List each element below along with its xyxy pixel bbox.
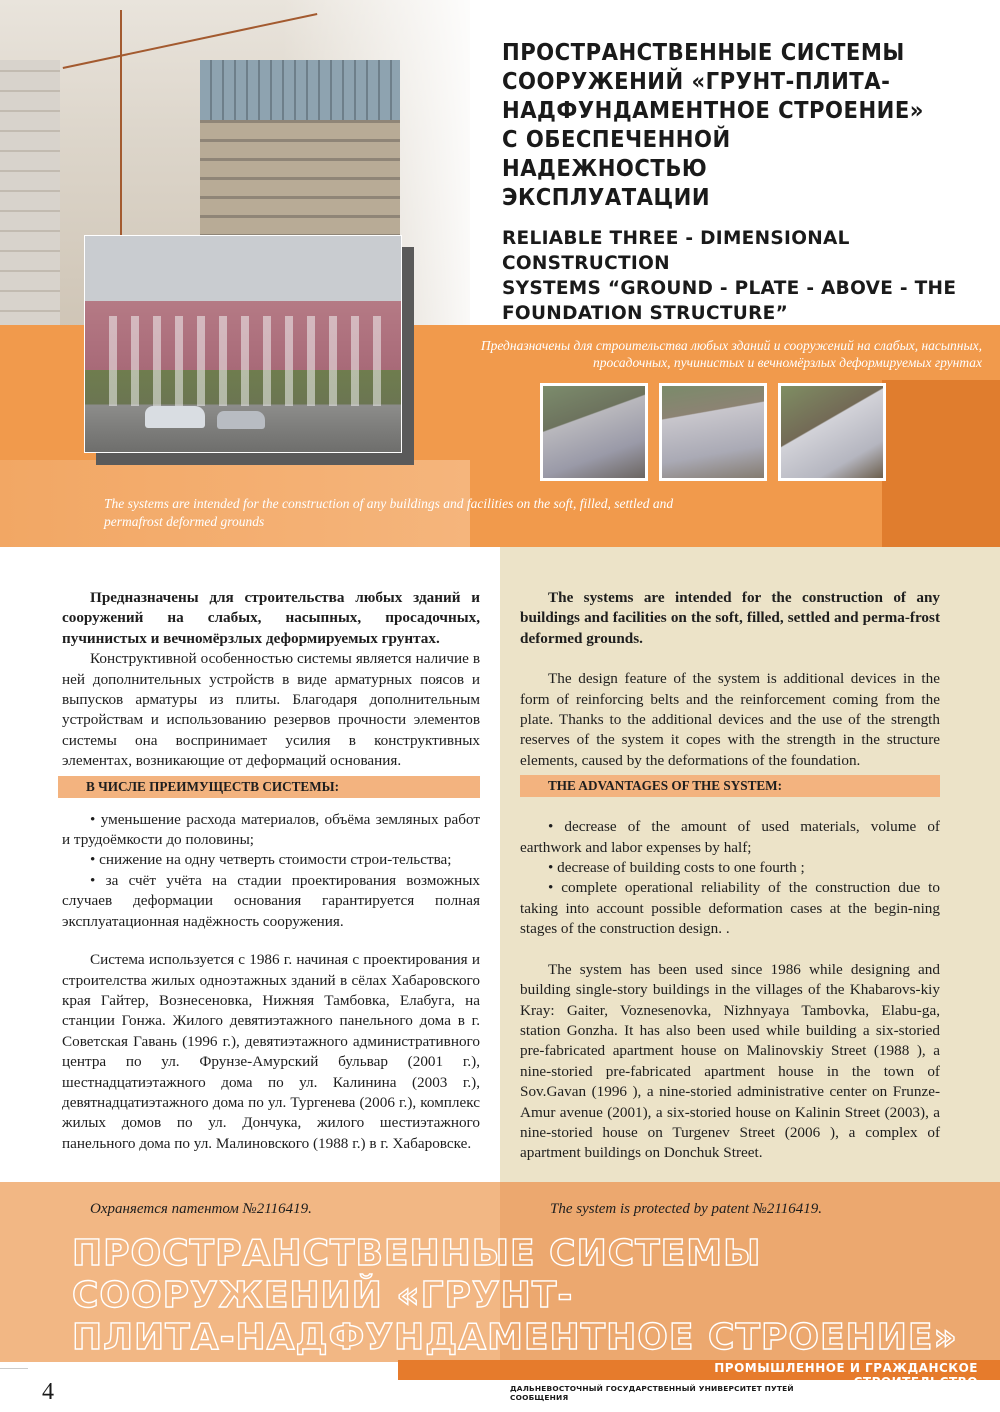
page-title-ru: ПРОСТРАНСТВЕННЫЕ СИСТЕМЫ СООРУЖЕНИЙ «ГРУНТ-ПЛИТА- НАДФУНДАМЕНТНОЕ СТРОЕНИЕ» С ОБЕСПЕЧЕННОЙ НАДЕЖНОСТЬЮ ЭКСПЛУАТАЦИИ — [502, 38, 924, 211]
advantages-heading-ru: В ЧИСЛЕ ПРЕИМУЩЕСТВ СИСТЕМЫ: — [58, 776, 480, 798]
foundation-photo-3 — [778, 383, 886, 481]
english-column — [520, 588, 940, 1164]
paragraph-en-2: The system has been used since 1986 while designing and building single-story buildings in the villages of the Khabarovs-kiy Kray: Gaiter, Voznesenovka, Nizhnyaya Tambovka, Elabu-ga, station Gonzha. It has also been used while building a six-storied pre-fabricated apartment house on Malinovskiy Street (1988 ), a nine-storied pre-fabricated apartment house in the town of Sov.Gavan (1996 ), a nine-storied administrative center on Frunze- Amur avenue (2001), a six-storied house on Kalinin Street (2003), a nine-storied house on Turgenev Street (2006 ), a complex of apartment buildings on Donchuk Street. — [520, 960, 940, 1162]
page-number: 4 — [42, 1379, 54, 1405]
bullet-en-3: • complete operational reliability of the construction due to taking into account possible deformation cases at the begin-ning stages of the construction design. . — [520, 879, 940, 938]
paragraph-ru-2: Система используется с 1986 г. начиная с проектирования и строителства жилых одноэтажных зданий в сёлах Хабаровского края Гайтер, Вознесеновка, Нижняя Тамбовка, Елабуга, на станции Гонжа. Жилого девятиэтажного панельного дома в г. Советская Гавань (1996 г.), девятиэтажного административного центра по ул. Фрунзе-Амурский бульвар (2001 г.), шестнадцатиэтажного дома по ул. Калинина (2003 г.), девятнадцатиэтажного дома по ул. Тургенева (2006 г.), комплекс жилых домов по ул. Дончука, жилого шестиэтажного панельного дома по ул. Малиновского (1988 г.) в г. Хабаровске. — [62, 951, 480, 1152]
lead-paragraph-ru: Предназначены для строительства любых зданий и сооружений на слабых, насыпных, просадочных, пучинистых и вечномёрзлых деформируемых грунтах. — [62, 589, 480, 647]
outlined-title: ПРОСТРАНСТВЕННЫЕ СИСТЕМЫ СООРУЖЕНИЙ «ГРУНТ- ПЛИТА-НАДФУНДАМЕНТНОЕ СТРОЕНИЕ» — [72, 1233, 958, 1358]
page-title-en: RELIABLE THREE - DIMENSIONAL CONSTRUCTION SYSTEMS “GROUND - PLATE - ABOVE - THE FOUNDATION STRUCTURE” — [502, 228, 957, 324]
bullet-ru-3: • за счёт учёта на стадии проектирования возможных случаев деформации основания гарантируется полная эксплуатационная надёжность сооружения. — [62, 871, 480, 930]
paragraph-ru-1: Конструктивной особенностью системы является наличие в ней дополнительных устройств в виде арматурных поясов и выпусков арматуры из плиты. Благодаря дополнительным устройствам и использованию резервов прочности элементов системы она воспринимает усилия в конструктивных элементах, возникающие от деформаций основания. — [62, 650, 480, 770]
lead-paragraph-en: The systems are intended for the construction of any buildings and facilities on the soft, filled, settled and perma-frost deformed grounds. — [520, 589, 940, 647]
subtitle-ru: Предназначены для строительства любых зданий и сооружений на слабых, насыпных, просадочных, пучинистых и вечномёрзлых деформируемых грунтах — [480, 338, 982, 370]
bullet-en-1: • decrease of the amount of used materials, volume of earthwork and labor expenses by half; — [520, 818, 940, 856]
residential-buildings-photo — [84, 235, 402, 453]
paragraph-en-1: The design feature of the system is additional devices in the form of reinforcing belts and the reinforcement coming from the plate. Thanks to the additional devices and the use of the strength reserves of the system it copes with the strength in the structure elements, caused by the deformations of the foundation. — [520, 670, 940, 769]
divider — [0, 1368, 28, 1369]
bullet-ru-1: • уменьшение расхода материалов, объёма земляных работ и трудоёмкости до половины; — [62, 810, 480, 849]
advantages-heading-en: THE ADVANTAGES OF THE SYSTEM: — [520, 775, 940, 797]
patent-note-en: The system is protected by patent №2116419. — [550, 1201, 823, 1217]
foundation-photo-2 — [659, 383, 767, 481]
subtitle-en: The systems are intended for the construction of any buildings and facilities on the soft, filled, settled and permafrost deformed grounds — [104, 496, 674, 529]
bullet-ru-2: • снижение на одну четверть стоимости строи-тельства; — [90, 851, 452, 869]
university-name: ДАЛЬНЕВОСТОЧНЫЙ ГОСУДАРСТВЕННЫЙ УНИВЕРСИТЕТ ПУТЕЙ СООБЩЕНИЯ — [510, 1384, 794, 1402]
foundation-photo-1 — [540, 383, 648, 481]
journal-name: ПРОМЫШЛЕННОЕ И ГРАЖДАНСКОЕ СТРОИТЕЛЬСТВО — [714, 1361, 978, 1389]
patent-note-ru: Охраняется патентом №2116419. — [90, 1201, 312, 1217]
bullet-en-2: • decrease of building costs to one fourth ; — [548, 859, 805, 877]
russian-column — [62, 588, 480, 1154]
